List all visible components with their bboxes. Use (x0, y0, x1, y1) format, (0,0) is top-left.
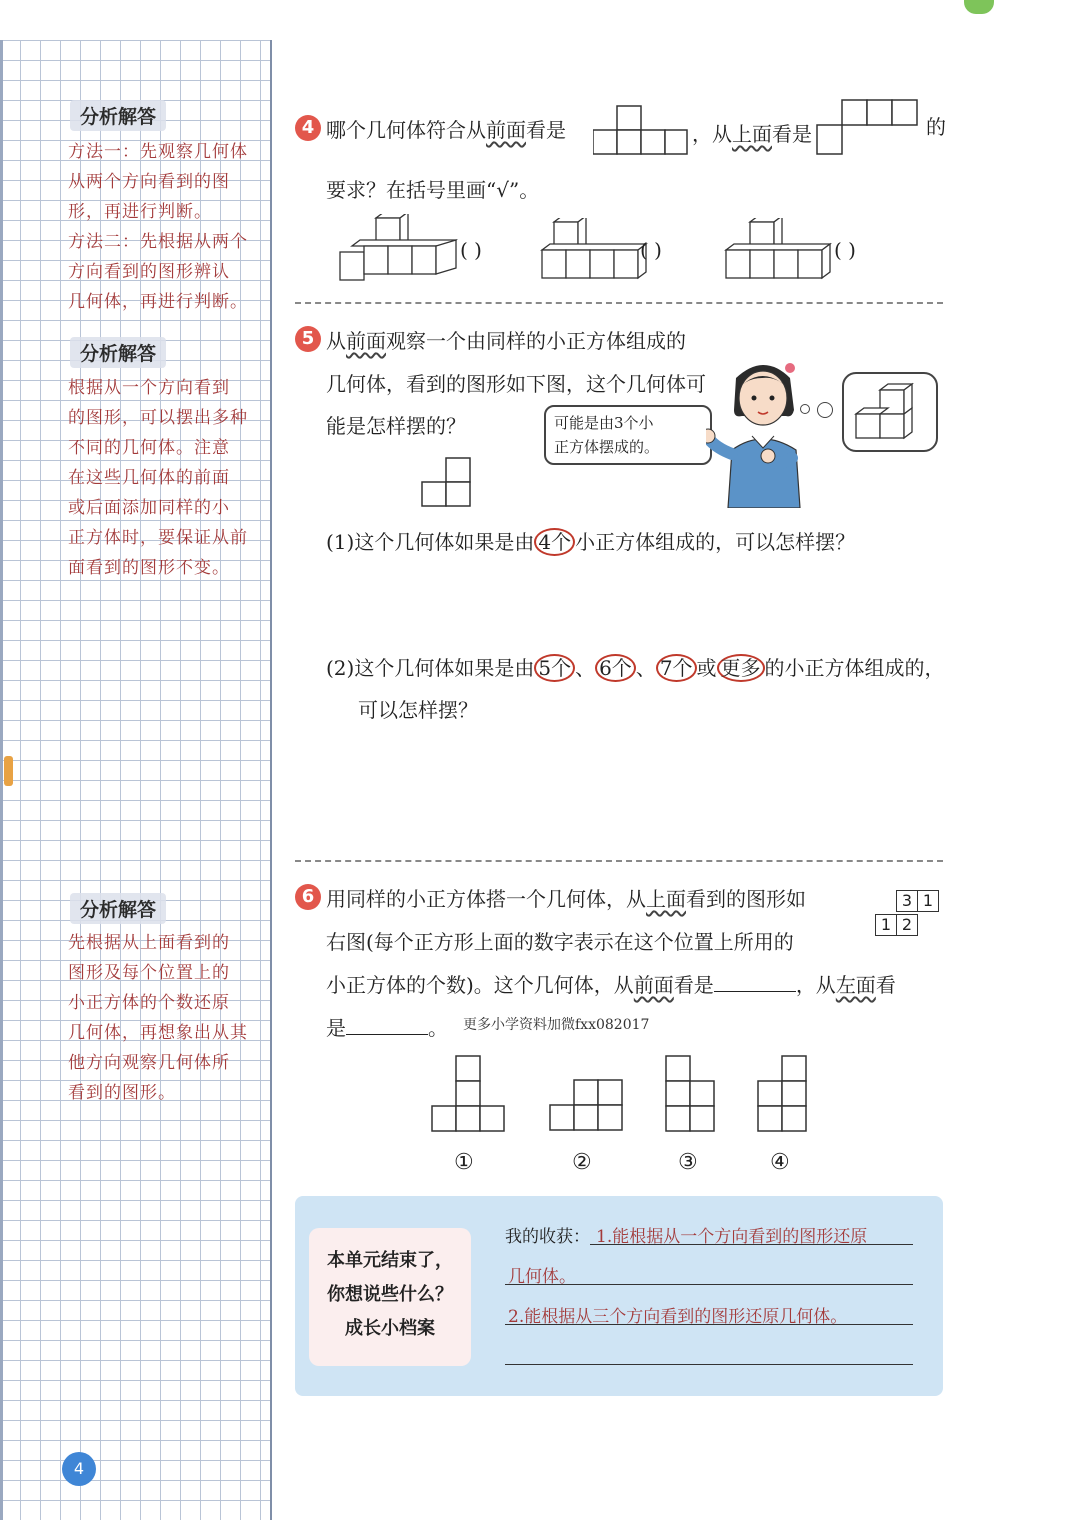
question-6-badge: 6 (295, 884, 321, 910)
answer-line-3 (505, 1324, 913, 1325)
grid-cell: 3 (896, 890, 918, 912)
q6-option-1-figure (430, 1054, 508, 1134)
grid-cell: 2 (896, 914, 918, 936)
grid-cell: 1 (875, 914, 897, 936)
front-view-blank[interactable] (714, 974, 796, 992)
option-4-label: ④ (770, 1150, 790, 1175)
speech-bubble: 可能是由3个小 正方体摆成的。 (544, 405, 712, 465)
q4-line1-start: 哪个几何体符合从前面看是 (326, 118, 566, 142)
q4-option-b-solid (540, 218, 650, 284)
q6-line2: 右图(每个正方形上面的数字表示在这个位置上所用的 (326, 930, 794, 954)
question-4-badge: 4 (295, 115, 321, 141)
analysis-tag-3: 分析解答 (70, 893, 166, 924)
analysis-text-1: 方法一：先观察几何体 从两个方向看到的图 形，再进行判断。 方法二：先根据从两个 方向看到的图形辨认 几何体，再进行判断。 (68, 142, 248, 312)
q4-line1-mid: ，从上面看是 (692, 122, 812, 146)
q4-answer-b-paren[interactable]: ( ) (640, 238, 662, 262)
q4-line2: 要求？在括号里画“√”。 (326, 178, 540, 202)
q6-option-4-figure (756, 1054, 810, 1134)
page-number: 4 (62, 1452, 96, 1486)
page-tab-marker (4, 756, 13, 786)
analysis-tag-2: 分析解答 (70, 337, 166, 368)
q4-line1-end: 的 (926, 115, 946, 139)
q4-option-a-solid (338, 214, 464, 284)
harvest-answer-1b: 几何体。 (508, 1267, 576, 1287)
q4-answer-a-paren[interactable]: ( ) (460, 238, 482, 262)
q6-option-3-figure (664, 1054, 718, 1134)
option-1-label: ① (454, 1150, 474, 1175)
thought-solid-figure (852, 380, 922, 444)
q4-top-view-figure (816, 96, 922, 158)
harvest-label: 我的收获： (505, 1227, 590, 1247)
girl-illustration (706, 358, 826, 508)
q6-line1: 用同样的小正方体搭一个几何体，从上面看到的图形如 (326, 887, 806, 911)
answer-line-1 (590, 1244, 913, 1245)
option-3-label: ③ (678, 1150, 698, 1175)
answer-line-4[interactable] (505, 1364, 913, 1365)
left-view-blank[interactable] (346, 1017, 428, 1035)
sidebar-edge (0, 40, 3, 1520)
q5-front-view-figure (420, 456, 474, 510)
q5-line2: 几何体，看到的图形如下图，这个几何体可 (326, 372, 706, 396)
analysis-text-3: 先根据从上面看到的 图形及每个位置上的 小正方体的个数还原 几何体，再想象出从其 他方向观察几何体所 看到的图形。 (68, 933, 248, 1103)
divider-1 (295, 302, 943, 304)
growth-record-card: 本单元结束了， 你想说些什么？ 成长小档案 (309, 1228, 471, 1366)
analysis-tag-1: 分析解答 (70, 100, 166, 131)
q6-line3: 小正方体的个数)。这个几何体，从前面看是 ，从左面看 (326, 973, 896, 997)
q5-line1: 从前面观察一个由同样的小正方体组成的 (326, 329, 686, 353)
thought-dot-small (800, 404, 810, 414)
q5-sub2-line2: 可以怎样摆？ (358, 698, 478, 722)
q6-option-2-figure (548, 1078, 626, 1134)
q5-sub1: (1)这个几何体如果是由 4个 小正方体组成的，可以怎样摆？ (326, 530, 856, 554)
q4-option-c-solid (722, 218, 840, 284)
grid-cell: 1 (917, 890, 939, 912)
harvest-answer-1: 1.能根据从一个方向看到的图形还原 (596, 1227, 868, 1247)
harvest-answer-2: 2.能根据从三个方向看到的图形还原几何体。 (508, 1307, 848, 1327)
q5-sub2: (2)这个几何体如果是由 5个 、 6个 、 7个 或 更多 的小正方体组成的， (326, 656, 945, 680)
q4-front-view-figure (593, 104, 689, 156)
leaf-decoration (964, 0, 994, 14)
question-5-badge: 5 (295, 326, 321, 352)
divider-2 (295, 860, 943, 862)
q5-line3: 能是怎样摆的？ (326, 414, 466, 438)
analysis-text-2: 根据从一个方向看到 的图形，可以摆出多种 不同的几何体。注意 在这些几何体的前面 或后面添加同样的小 正方体时，要保证从前 面看到的图形不变。 (68, 378, 248, 578)
q6-line4: 是 。 (326, 1016, 448, 1040)
answer-line-2 (505, 1284, 913, 1285)
option-2-label: ② (572, 1150, 592, 1175)
thought-dot-large (817, 402, 833, 418)
q4-answer-c-paren[interactable]: ( ) (834, 238, 856, 262)
watermark-text: 更多小学资料加微fxx082017 (463, 1017, 650, 1033)
